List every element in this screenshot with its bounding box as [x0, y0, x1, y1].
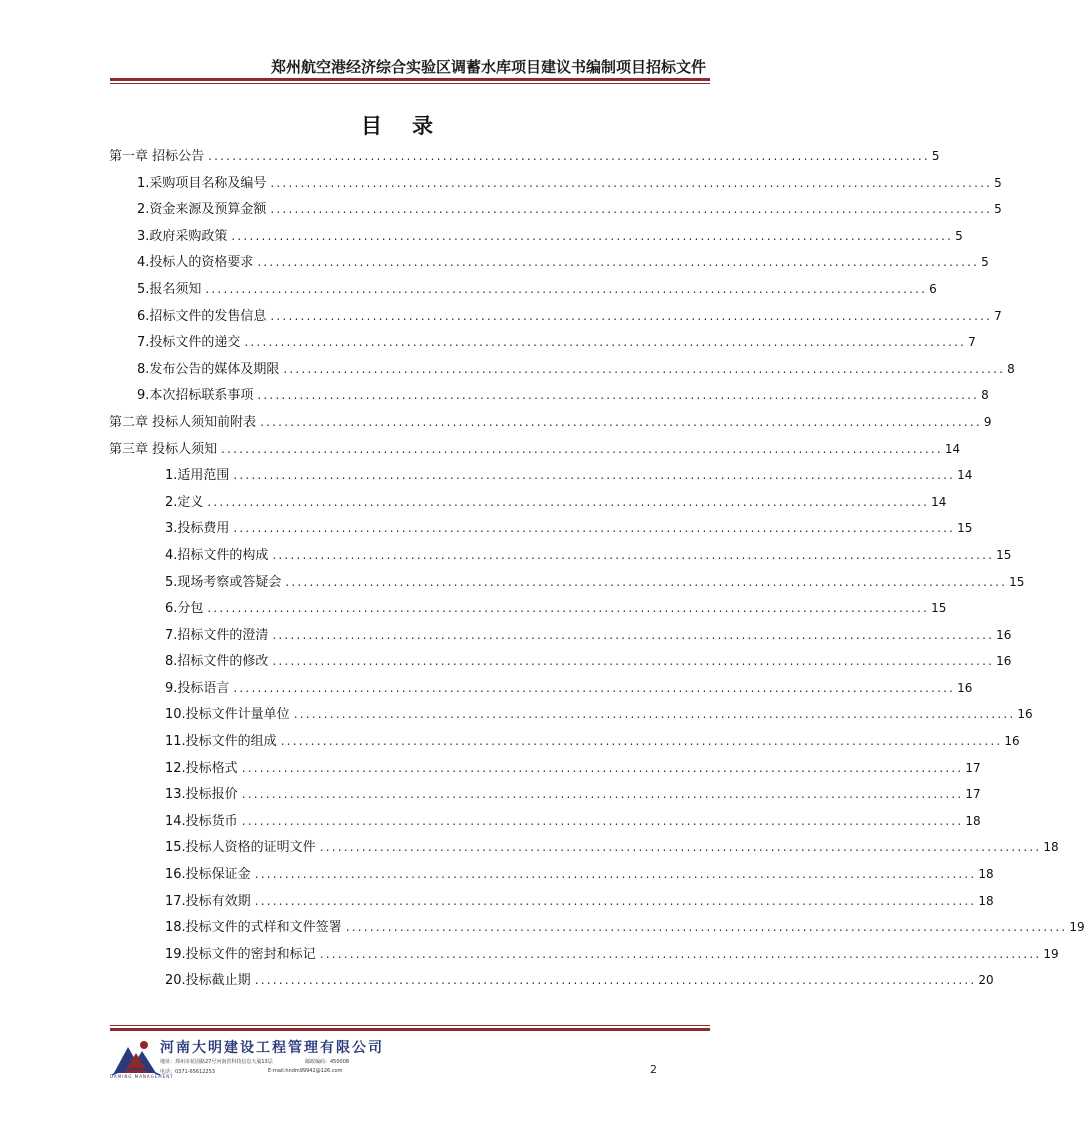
toc-entry-page: 16: [1004, 734, 1020, 749]
toc-entry[interactable]: [109, 493, 947, 520]
toc-entry-page: 16: [996, 627, 1012, 642]
toc-leader-dots: ........................................................................................................................: [231, 228, 954, 243]
footer-rule-thick: [110, 1028, 710, 1031]
toc-entry-page: 19: [1069, 920, 1085, 935]
toc-entry[interactable]: [109, 918, 1085, 945]
toc-entry-page: 5: [994, 202, 1002, 217]
toc-leader-dots: ........................................................................................................................: [272, 627, 995, 642]
toc-entry[interactable]: [109, 253, 989, 280]
toc-entry-page: 16: [957, 680, 973, 695]
table-of-contents: [109, 147, 1085, 998]
toc-leader-dots: ........................................................................................................................: [260, 414, 982, 429]
toc-leader-dots: ........................................................................................................................: [241, 787, 964, 802]
toc-entry-label: 15.投标人资格的证明文件: [165, 840, 316, 856]
toc-title-char: 录: [412, 113, 433, 138]
toc-entry-label: 9.投标语言: [165, 680, 230, 696]
toc-entry[interactable]: [109, 200, 1002, 227]
toc-entry-page: 19: [1043, 946, 1059, 961]
toc-entry-label: 7.招标文件的澄清: [165, 627, 269, 643]
footer-rule-thin: [110, 1025, 710, 1026]
footer-postcode: 邮政编码：450008: [305, 1059, 350, 1065]
toc-leader-dots: ........................................................................................................................: [208, 149, 930, 163]
toc-entry-page: 18: [965, 813, 981, 828]
footer-email: E-mail:hndm99942@126.com: [268, 1068, 343, 1074]
toc-leader-dots: ........................................................................................................................: [293, 707, 1016, 722]
toc-entry-page: 6: [929, 281, 937, 296]
document-header-title: 郑州航空港经济综合实验区调蓄水库项目建议书编制项目招标文件: [270, 58, 706, 76]
toc-entry[interactable]: [109, 280, 937, 307]
toc-entry[interactable]: [109, 573, 1025, 600]
toc-entry-label: 20.投标截止期: [165, 973, 251, 989]
toc-entry-label: 2.资金来源及预算金额: [137, 202, 267, 218]
toc-entry[interactable]: [109, 759, 981, 786]
toc-leader-dots: ........................................................................................................................: [270, 202, 993, 217]
toc-entry[interactable]: [109, 812, 981, 839]
toc-leader-dots: ........................................................................................................................: [207, 601, 930, 616]
toc-entry[interactable]: [109, 679, 973, 706]
toc-entry-page: 5: [955, 228, 963, 243]
toc-entry-page: 5: [931, 149, 940, 163]
toc-entry[interactable]: [109, 466, 973, 493]
toc-leader-dots: ........................................................................................................................: [319, 840, 1042, 855]
toc-entry[interactable]: [109, 333, 976, 360]
toc-entry-page: 16: [996, 654, 1012, 669]
toc-entry[interactable]: [109, 519, 973, 546]
toc-entry-page: 16: [1017, 707, 1033, 722]
toc-entry[interactable]: [109, 865, 994, 892]
toc-leader-dots: ........................................................................................................................: [270, 308, 993, 323]
toc-entry-label: 17.投标有效期: [165, 893, 251, 909]
toc-entry[interactable]: [109, 413, 992, 440]
logo-caption: DAMING MANAGEMENT: [110, 1074, 174, 1079]
toc-entry-page: 15: [957, 521, 973, 536]
toc-entry-page: 7: [994, 308, 1002, 323]
toc-leader-dots: ........................................................................................................................: [233, 521, 956, 536]
toc-entry-label: 10.投标文件计量单位: [165, 707, 290, 723]
toc-leader-dots: ........................................................................................................................: [283, 361, 1006, 376]
toc-title: [0, 110, 794, 140]
toc-entry[interactable]: [109, 945, 1059, 972]
toc-entry-label: 18.投标文件的式样和文件签署: [165, 920, 342, 936]
toc-entry-page: 5: [981, 255, 989, 270]
toc-entry-page: 8: [1007, 361, 1015, 376]
toc-entry-page: 14: [944, 441, 961, 456]
toc-entry-label: 4.投标人的资格要求: [137, 255, 254, 271]
toc-entry-label: 4.招标文件的构成: [165, 547, 269, 563]
footer-company-name: 河南大明建设工程管理有限公司: [160, 1040, 384, 1056]
toc-entry-label: 3.投标费用: [165, 521, 230, 537]
toc-entry-label: 1.采购项目名称及编号: [137, 175, 267, 191]
toc-leader-dots: ........................................................................................................................: [241, 813, 964, 828]
toc-entry-page: 9: [983, 414, 992, 429]
toc-entry-label: 3.政府采购政策: [137, 228, 228, 244]
toc-entry-label: 5.现场考察或答疑会: [165, 574, 282, 590]
toc-leader-dots: ........................................................................................................................: [319, 946, 1042, 961]
toc-entry[interactable]: [109, 626, 1012, 653]
toc-entry-page: 17: [965, 787, 981, 802]
toc-entry[interactable]: [109, 174, 1002, 201]
toc-entry-label: 13.投标报价: [165, 787, 238, 803]
toc-entry-page: 7: [968, 335, 976, 350]
toc-entry[interactable]: [109, 705, 1033, 732]
toc-entry-label: 11.投标文件的组成: [165, 734, 277, 750]
toc-entry-page: 5: [994, 175, 1002, 190]
toc-entry[interactable]: [109, 546, 1012, 573]
toc-leader-dots: ........................................................................................................................: [241, 760, 964, 775]
toc-entry-label: 12.投标格式: [165, 760, 238, 776]
toc-entry-label: 第一章 招标公告: [109, 149, 205, 164]
toc-entry[interactable]: [109, 838, 1059, 865]
toc-entry[interactable]: [109, 440, 961, 467]
toc-leader-dots: ........................................................................................................................: [254, 893, 977, 908]
toc-entry-label: 19.投标文件的密封和标记: [165, 946, 316, 962]
toc-entry-label: 8.发布公告的媒体及期限: [137, 361, 280, 377]
toc-entry[interactable]: [109, 785, 981, 812]
toc-entry-label: 8.招标文件的修改: [165, 654, 269, 670]
toc-entry-page: 18: [1043, 840, 1059, 855]
toc-entry-label: 第三章 投标人须知: [109, 441, 218, 457]
toc-leader-dots: ........................................................................................................................: [233, 680, 956, 695]
toc-leader-dots: ........................................................................................................................: [205, 281, 928, 296]
toc-leader-dots: ........................................................................................................................: [285, 574, 1008, 589]
toc-leader-dots: ........................................................................................................................: [257, 388, 980, 403]
toc-entry-page: 18: [978, 867, 994, 882]
toc-leader-dots: ........................................................................................................................: [207, 494, 930, 509]
toc-entry-page: 15: [996, 547, 1012, 562]
toc-leader-dots: ........................................................................................................................: [254, 867, 977, 882]
toc-entry-label: 6.招标文件的发售信息: [137, 308, 267, 324]
company-logo-icon: [110, 1033, 162, 1077]
page-number: 2: [650, 1063, 657, 1076]
toc-entry-label: 9.本次招标联系事项: [137, 388, 254, 404]
header-rule-thick: [110, 78, 710, 81]
toc-entry-page: 8: [981, 388, 989, 403]
toc-leader-dots: ........................................................................................................................: [254, 973, 977, 988]
toc-entry[interactable]: [109, 892, 994, 919]
toc-entry[interactable]: [109, 147, 940, 174]
toc-leader-dots: ........................................................................................................................: [272, 654, 995, 669]
toc-entry-page: 14: [931, 494, 947, 509]
toc-entry[interactable]: [109, 732, 1020, 759]
toc-entry-page: 15: [1009, 574, 1025, 589]
toc-leader-dots: ........................................................................................................................: [221, 441, 943, 456]
toc-entry-label: 16.投标保证金: [165, 867, 251, 883]
toc-entry[interactable]: [109, 971, 994, 998]
toc-entry-page: 18: [978, 893, 994, 908]
toc-entry-label: 1.适用范围: [165, 468, 230, 484]
toc-entry-label: 5.报名须知: [137, 281, 202, 297]
header-rule-thin: [110, 83, 710, 84]
toc-entry[interactable]: [109, 360, 1015, 387]
footer-address: 地址：郑州市花园路27号河南省科技信息大厦13层: [160, 1059, 273, 1065]
toc-leader-dots: ........................................................................................................................: [270, 175, 993, 190]
footer-phone: 电话：0371-65612253: [160, 1069, 215, 1075]
toc-entry[interactable]: [109, 386, 989, 413]
toc-entry-label: 6.分包: [165, 601, 204, 617]
toc-entry[interactable]: [109, 599, 947, 626]
toc-entry-page: 15: [931, 601, 947, 616]
toc-leader-dots: ........................................................................................................................: [233, 468, 956, 483]
toc-entry-page: 17: [965, 760, 981, 775]
toc-leader-dots: ........................................................................................................................: [257, 255, 980, 270]
toc-title-char: 目: [361, 113, 382, 138]
toc-leader-dots: ........................................................................................................................: [244, 335, 967, 350]
toc-entry-label: 2.定义: [165, 494, 204, 510]
toc-entry-page: 14: [957, 468, 973, 483]
toc-entry[interactable]: [109, 307, 1002, 334]
toc-entry-label: 7.投标文件的递交: [137, 335, 241, 351]
toc-entry[interactable]: [109, 652, 1012, 679]
toc-entry[interactable]: [109, 227, 963, 254]
toc-entry-label: 14.投标货币: [165, 813, 238, 829]
toc-leader-dots: ........................................................................................................................: [280, 734, 1003, 749]
toc-leader-dots: ........................................................................................................................: [345, 920, 1068, 935]
toc-entry-label: 第二章 投标人须知前附表: [109, 414, 257, 430]
toc-leader-dots: ........................................................................................................................: [272, 547, 995, 562]
toc-entry-page: 20: [978, 973, 994, 988]
